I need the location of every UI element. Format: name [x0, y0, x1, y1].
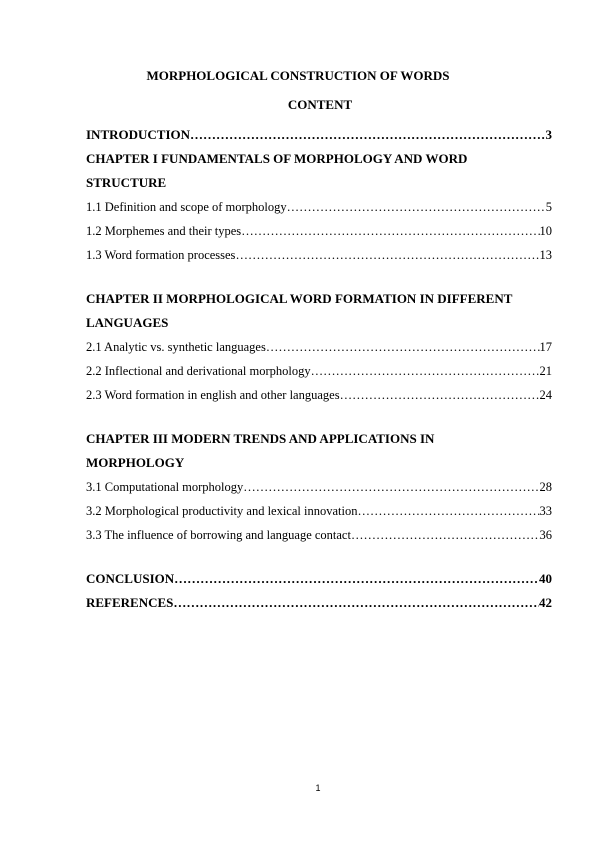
- toc-entry-label: 3.1 Computational morphology: [86, 480, 244, 494]
- toc-entry-conclusion[interactable]: [86, 567, 552, 591]
- toc-entry-label: 2.1 Analytic vs. synthetic languages: [86, 340, 266, 354]
- page-number: 1: [315, 783, 321, 793]
- dot-leader: [190, 123, 545, 147]
- dot-leader: [311, 359, 540, 383]
- toc-entry-page: 5: [545, 200, 552, 214]
- toc-entry-page: 42: [539, 595, 552, 610]
- dot-leader: [357, 499, 539, 523]
- toc-entry-page: 36: [539, 528, 552, 542]
- chapter-2-title[interactable]: [86, 287, 552, 335]
- toc-entry-page: 13: [539, 248, 552, 262]
- toc-entry-label: 2.3 Word formation in english and other languages: [86, 388, 340, 402]
- toc-entry-label: 3.2 Morphological productivity and lexical innovation: [86, 504, 358, 518]
- toc-entry-label: CONCLUSION: [86, 571, 175, 586]
- toc-entry-page: 28: [539, 480, 552, 494]
- dot-leader: [235, 243, 539, 267]
- chapter-title-line: CHAPTER II MORPHOLOGICAL WORD FORMATION IN DIFFERENT: [86, 291, 513, 306]
- toc-entry-page: 17: [539, 340, 552, 354]
- toc-entry-page: 10: [539, 224, 552, 238]
- toc-entry-2-1[interactable]: [86, 335, 552, 359]
- toc-entry-label: 1.2 Morphemes and their types: [86, 224, 242, 238]
- toc-entry-page: 33: [539, 504, 552, 518]
- toc-entry-label: INTRODUCTION: [86, 127, 191, 142]
- spacer: [86, 407, 552, 427]
- toc-entry-label: 3.3 The influence of borrowing and language contact: [86, 528, 351, 542]
- dot-leader: [351, 523, 540, 547]
- toc-entry-page: 40: [539, 571, 552, 586]
- dot-leader: [340, 383, 540, 407]
- dot-leader: [241, 219, 539, 243]
- toc-entry-page: 24: [539, 388, 552, 402]
- chapter-title-line: MORPHOLOGY: [86, 455, 185, 470]
- spacer: [86, 267, 552, 287]
- dot-leader: [266, 335, 540, 359]
- toc-heading: CONTENT: [287, 97, 353, 112]
- dot-leader: [173, 591, 539, 615]
- toc-entry-3-1[interactable]: [86, 475, 552, 499]
- toc-entry-page: 21: [539, 364, 552, 378]
- spacer: [86, 547, 552, 567]
- chapter-title-line: CHAPTER I FUNDAMENTALS OF MORPHOLOGY AND WORD: [86, 151, 468, 166]
- table-of-contents: [86, 123, 552, 615]
- dot-leader: [243, 475, 539, 499]
- toc-entry-label: 1.3 Word formation processes: [86, 248, 236, 262]
- toc-entry-1-3[interactable]: [86, 243, 552, 267]
- toc-entry-2-3[interactable]: [86, 383, 552, 407]
- toc-entry-1-2[interactable]: [86, 219, 552, 243]
- toc-entry-references[interactable]: [86, 591, 552, 615]
- dot-leader: [174, 567, 539, 591]
- toc-entry-2-2[interactable]: [86, 359, 552, 383]
- chapter-title-line: CHAPTER III MODERN TRENDS AND APPLICATIONS IN: [86, 431, 435, 446]
- chapter-title-line: LANGUAGES: [86, 315, 169, 330]
- dot-leader: [287, 195, 546, 219]
- chapter-1-title[interactable]: [86, 147, 552, 195]
- toc-entry-label: REFERENCES: [86, 595, 174, 610]
- toc-entry-3-3[interactable]: [86, 523, 552, 547]
- document-title: MORPHOLOGICAL CONSTRUCTION OF WORDS: [146, 68, 450, 83]
- toc-entry-page: 3: [545, 127, 552, 142]
- toc-entry-introduction[interactable]: [86, 123, 552, 147]
- chapter-title-line: STRUCTURE: [86, 175, 167, 190]
- toc-entry-label: 2.2 Inflectional and derivational morphology: [86, 364, 311, 378]
- toc-entry-1-1[interactable]: [86, 195, 552, 219]
- toc-entry-label: 1.1 Definition and scope of morphology: [86, 200, 287, 214]
- toc-entry-3-2[interactable]: [86, 499, 552, 523]
- chapter-3-title[interactable]: [86, 427, 552, 475]
